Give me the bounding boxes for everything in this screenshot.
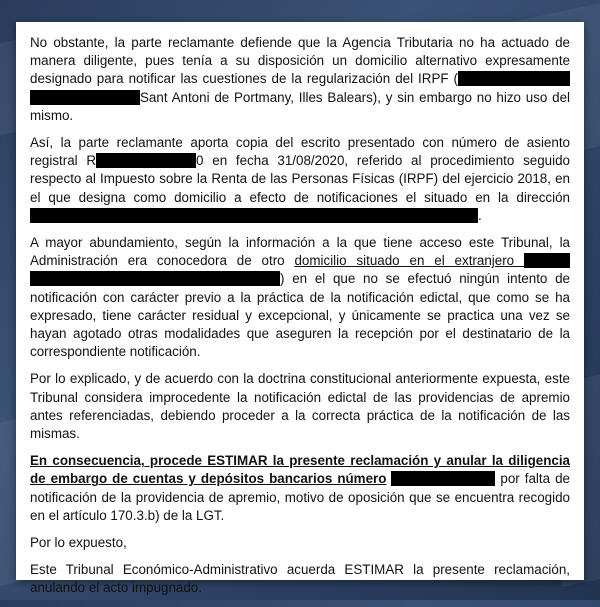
redaction-box: [30, 208, 478, 223]
paragraph-5-text: por falta de notificación de la providencia de apremio, motivo de oposición que se encuentra recogido en el artículo 170.3.b) de la LGT.: [30, 471, 570, 523]
paragraph-5: [30, 452, 570, 525]
redaction-box: [30, 90, 140, 105]
redaction-box: [524, 253, 570, 268]
paragraph-3-text-a: A mayor abundamiento, según la información a la que tiene acceso este Tribunal, la Administración era conocedora de otro: [30, 235, 570, 269]
document-body: [30, 34, 570, 607]
paragraph-3-text-b: ) en el que no se efectuó ningún intento de notificación con carácter previo a la práctica de la notificación edictal, que como se ha expresado, tiene carácter residual y excepcional, y únicamente se practica una vez se hayan agotado otras modalidades que aseguren la recepción por el destinatario de la correspondiente notificación.: [30, 271, 570, 360]
redaction-box: [391, 471, 495, 486]
paragraph-2-text-a: Así, la parte reclamante aporta copia del escrito presentado con número de asiento registral R: [30, 135, 570, 169]
paragraph-1: [30, 34, 570, 125]
redaction-box: [96, 153, 196, 168]
paragraph-4: Por lo explicado, y de acuerdo con la doctrina constitucional anteriormente expuesta, este Tribunal considera improcedente la notificación edictal de las providencias de apremio antes referenciadas, debiendo proceder a la correcta práctica de la notificación de las mismas.: [30, 371, 570, 442]
paragraph-2-text-c: .: [478, 207, 482, 223]
paragraph-2-text-b: 0 en fecha 31/08/2020, referido al procedimiento seguido respecto al Impuesto sobre la Renta de las Personas Físicas (IRPF) del ejercicio 2018, en el que designa como domicilio a efecto de notificaciones el situado en la dirección: [30, 153, 570, 205]
redaction-box: [458, 71, 570, 86]
paragraph-1-text-b: Sant Antoni de Portmany, Illes Balears), y sin embargo no hizo uso del mismo.: [30, 89, 570, 123]
paragraph-2: [30, 134, 570, 225]
paragraph-5-bold: En consecuencia, procede ESTIMAR la presente reclamación y anular la diligencia de embargo de cuentas y depósitos bancarios número: [30, 453, 570, 487]
paragraph-3-underlined-text: domicilio situado en el extranjero: [294, 253, 524, 269]
paragraph-3: [30, 234, 570, 361]
redaction-box: [30, 271, 280, 286]
paragraph-6: Por lo expuesto,: [30, 535, 127, 551]
paragraph-7: Este Tribunal Económico-Administrativo acuerda ESTIMAR la presente reclamación, anulando el acto impugnado.: [30, 562, 570, 596]
document-page: [16, 22, 584, 596]
paragraph-1-text-a: No obstante, la parte reclamante defiende que la Agencia Tributaria no ha actuado de manera diligente, pues tenía a su disposición un domicilio alternativo expresamente designado para notificar las cuestiones de la regularización del IRPF (: [30, 35, 570, 87]
